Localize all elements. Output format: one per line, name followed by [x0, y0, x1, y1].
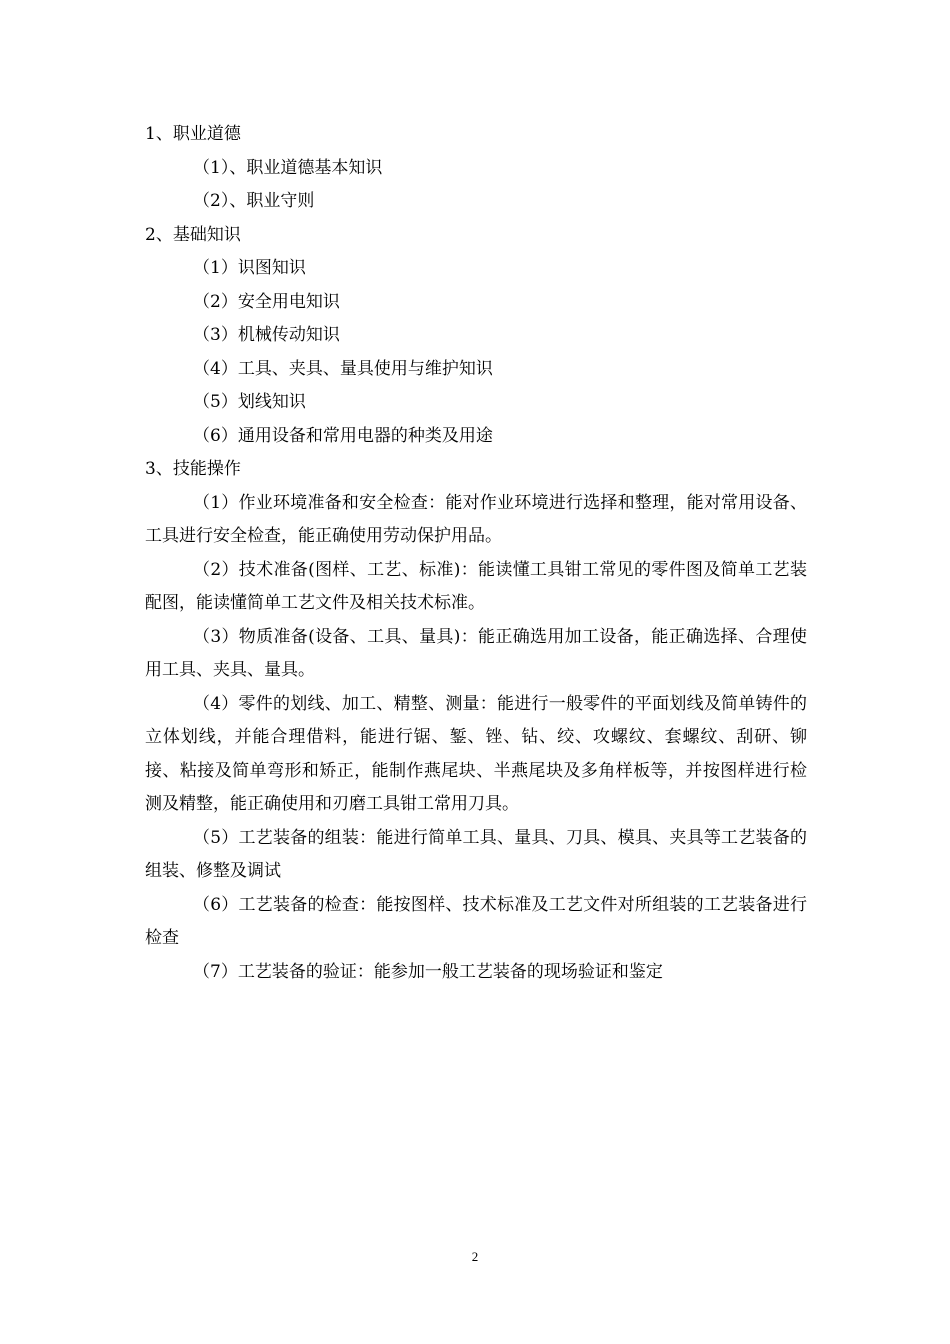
- section-heading-skill-operation: 3、技能操作: [145, 459, 241, 479]
- skill-paragraph: （3）物质准备(设备、工具、量具)：能正确选用加工设备，能正确选择、合理使用工具、夹具、量具。: [145, 626, 807, 680]
- list-item: （3）机械传动知识: [193, 325, 340, 345]
- list-item: （2）安全用电知识: [193, 291, 340, 312]
- skill-paragraph: （6）工艺装备的检查：能按图样、技术标准及工艺文件对所组装的工艺装备进行检查: [145, 894, 807, 948]
- list-item: （1）识图知识: [193, 258, 306, 278]
- list-item: （5）划线知识: [193, 392, 306, 412]
- skill-paragraph: （2）技术准备(图样、工艺、标准)：能读懂工具钳工常见的零件图及简单工艺装配图，能读懂简单工艺文件及相关技术标准。: [145, 559, 807, 613]
- skill-paragraph: （4）零件的划线、加工、精整、测量：能进行一般零件的平面划线及简单铸件的立体划线，并能合理借料，能进行锯、錾、锉、钻、绞、攻螺纹、套螺纹、刮研、铆接、粘接及简单弯形和矫正，能制作燕尾块、半燕尾块及多角样板等，并按图样进行检测及精整，能正确使用和刃磨工具钳工常用刀具。: [145, 693, 807, 814]
- section-heading-basic-knowledge: 2、基础知识: [145, 224, 241, 245]
- document-body: [145, 118, 807, 989]
- skill-paragraph: （5）工艺装备的组装：能进行简单工具、量具、刀具、模具、夹具等工艺装备的组装、修整及调试: [145, 827, 807, 881]
- list-item: （1）、职业道德基本知识: [193, 157, 383, 178]
- list-item: （2）、职业守则: [193, 191, 315, 211]
- list-item: （6）通用设备和常用电器的种类及用途: [193, 425, 493, 446]
- page-number: 2: [471, 1249, 479, 1264]
- skill-paragraph: （1）作业环境准备和安全检查：能对作业环境进行选择和整理，能对常用设备、工具进行安全检查，能正确使用劳动保护用品。: [145, 492, 807, 546]
- list-item: （4）工具、夹具、量具使用与维护知识: [193, 358, 493, 379]
- section-heading-professional-ethics: 1、职业道德: [145, 124, 241, 144]
- skill-paragraph: （7）工艺装备的验证：能参加一般工艺装备的现场验证和鉴定: [193, 961, 663, 982]
